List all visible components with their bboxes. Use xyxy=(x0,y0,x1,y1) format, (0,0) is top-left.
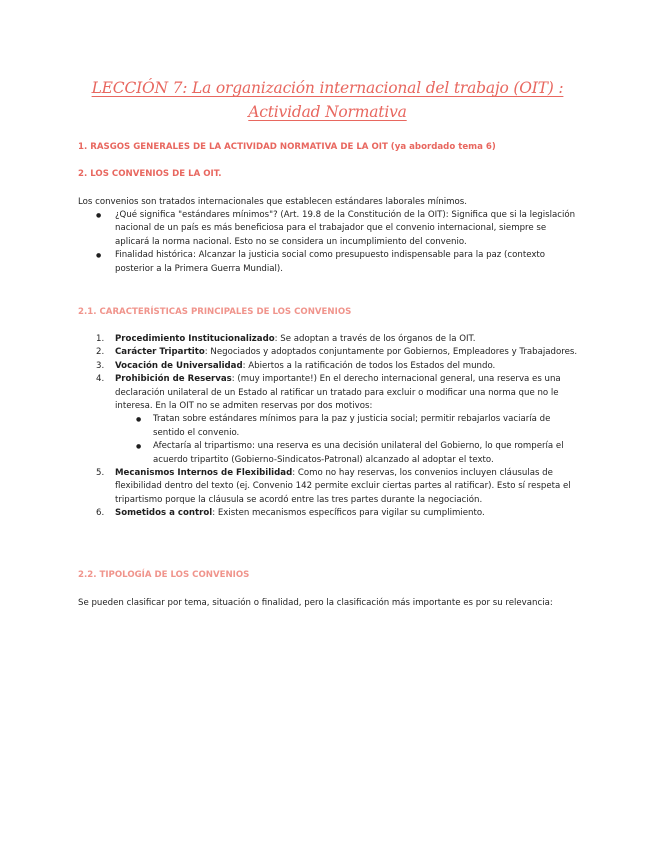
item-label: Carácter Tripartito xyxy=(115,347,205,358)
item-label: Prohibición de Reservas xyxy=(115,374,232,385)
list-item xyxy=(96,373,578,467)
item-text: : (muy importante!) En el derecho internacional general, una reserva es una declaración unilateral de un Estado al ratificar un tratado para excluir o modificar una norma que no le interesa. En la OIT no se admiten reservas por dos motivos: xyxy=(115,374,561,412)
list-item xyxy=(96,467,578,507)
item-label: Vocación de Universalidad xyxy=(115,360,243,371)
list-item xyxy=(96,346,578,359)
item-number: 2. xyxy=(96,347,105,358)
item-label: Mecanismos Internos de Flexibilidad xyxy=(115,468,293,479)
heading-section-2-1: 2.1. CARACTERÍSTICAS PRINCIPALES DE LOS CONVENIOS xyxy=(78,307,352,317)
item-text: : Se adoptan a través de los órganos de la OIT. xyxy=(274,334,476,344)
item-number: 4. xyxy=(96,374,105,385)
sub-bullet-item: ● Tratan sobre estándares mínimos para la paz y justicia social; permitir rebajarlos vaciaría de sentido el convenio. xyxy=(115,413,578,440)
list-item xyxy=(96,360,578,373)
item-text: : Existen mecanismos específicos para vigilar su cumplimiento. xyxy=(212,508,485,519)
item-text: : Negociados y adoptados conjuntamente por Gobiernos, Empleadores y Trabajadores. xyxy=(204,347,578,358)
list-item xyxy=(96,507,578,520)
lesson-title-line2: Actividad Normativa xyxy=(248,103,407,121)
intro-paragraph: Los convenios son tratados internacionales que establecen estándares laborales mínimos. xyxy=(78,197,467,207)
characteristics-list xyxy=(96,333,578,521)
heading-section-1: 1. RASGOS GENERALES DE LA ACTIVIDAD NORMATIVA DE LA OIT (ya abordado tema 6) xyxy=(78,142,496,152)
item-number: 5. xyxy=(96,468,105,479)
heading-section-2: 2. LOS CONVENIOS DE LA OIT. xyxy=(78,169,222,179)
item-number: 6. xyxy=(96,508,105,519)
closing-paragraph: Se pueden clasificar por tema, situación o finalidad, pero la clasificación más importante es por su relevancia: xyxy=(78,598,553,608)
item-label: Sometidos a control xyxy=(115,508,213,519)
item-number: 1. xyxy=(96,334,105,344)
bullet-item: ● Finalidad histórica: Alcanzar la justicia social como presupuesto indispensable para la paz (contexto posterior a la Primera Guerra Mundial). xyxy=(96,249,576,276)
heading-section-2-2: 2.2. TIPOLOGÍA DE LOS CONVENIOS xyxy=(78,570,250,580)
bullet-list xyxy=(96,209,576,276)
list-item xyxy=(96,333,578,346)
sub-bullet-item: ● Afectaría al tripartismo: una reserva es una decisión unilateral del Gobierno, lo que rompería el acuerdo tripartito (Gobierno-Sindicatos-Patronal) alcanzado al adoptar el texto. xyxy=(115,440,578,467)
item-text: : Como no hay reservas, los convenios incluyen cláusulas de flexibilidad dentro del texto (ej. Convenio 142 permite excluir ciertas partes al ratificar). Esto sí respeta el tripartismo porque la cláusula se acordó entre las tres partes durante la negociación. xyxy=(115,468,571,505)
bullet-item: ● ¿Qué significa "estándares mínimos"? (Art. 19.8 de la Constitución de la OIT): Significa que si la legislación nacional de un país es más beneficiosa para el trabajador que el convenio internacional, siempre se aplicará la norma nacional. Esto no se considera un incumplimiento del convenio. xyxy=(96,209,576,249)
lesson-title-line1: LECCIÓN 7: La organización internacional del trabajo (OIT) : xyxy=(91,79,564,97)
sub-bullet-list xyxy=(115,413,578,467)
item-number: 3. xyxy=(96,360,105,371)
item-text: : Abiertos a la ratificación de todos los Estados del mundo. xyxy=(242,360,496,371)
item-label: Procedimiento Institucionalizado xyxy=(115,334,275,344)
